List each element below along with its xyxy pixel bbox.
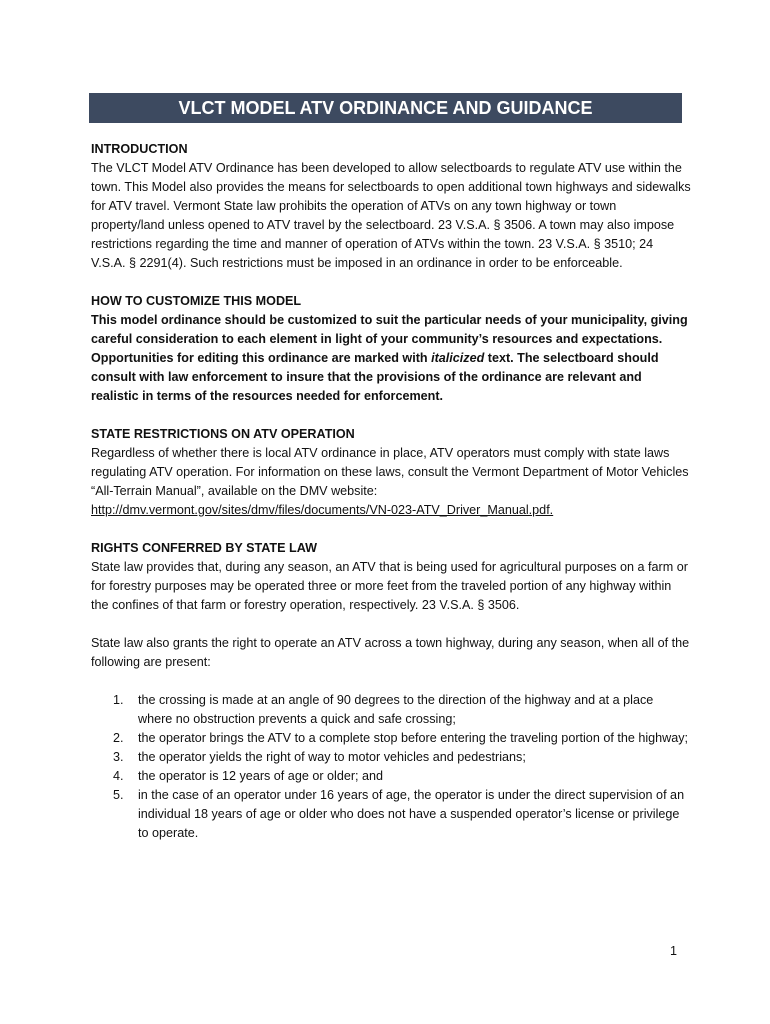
customize-text-italic: italicized bbox=[431, 351, 485, 365]
crossing-conditions-list bbox=[91, 691, 691, 843]
rights-paragraph: State law provides that, during any season, an ATV that is being used for agricultural purposes on a farm or for forestry purposes may be operated three or more feet from the traveled portion of any highway within the confines of that farm or forestry operation, respectively. 23 V.S.A. § 3506. bbox=[91, 560, 688, 612]
state-restrictions-heading: STATE RESTRICTIONS ON ATV OPERATION bbox=[91, 427, 355, 441]
list-item bbox=[113, 729, 691, 748]
list-item bbox=[113, 767, 691, 786]
dmv-manual-link[interactable]: http://dmv.vermont.gov/sites/dmv/files/documents/VN-023-ATV_Driver_Manual.pdf. bbox=[91, 503, 554, 517]
section-rights-crossing bbox=[91, 634, 691, 672]
list-item-text: the crossing is made at an angle of 90 degrees to the direction of the highway and at a place where no obstruction prevents a quick and safe crossing; bbox=[138, 693, 654, 726]
customize-text-before: This model ordinance should be customized to suit the particular needs of your municipality, giving careful consideration to each element in light of your community’s resources and expectations. Opportunities for editing this ordinance are marked with bbox=[91, 313, 688, 365]
customize-heading: HOW TO CUSTOMIZE THIS MODEL bbox=[91, 294, 302, 308]
document-title: VLCT MODEL ATV ORDINANCE AND GUIDANCE bbox=[178, 97, 593, 118]
page-number: 1 bbox=[670, 944, 678, 958]
list-item-number: 5. bbox=[113, 788, 124, 802]
list-item-number: 1. bbox=[113, 693, 124, 707]
title-banner bbox=[89, 93, 682, 123]
state-restrictions-text: Regardless of whether there is local ATV ordinance in place, ATV operators must comply with state laws regulating ATV operation. For information on these laws, consult the Vermont Department of Motor Vehicles “All-Terrain Manual”, available on the DMV website: bbox=[91, 446, 689, 498]
state-restrictions-paragraph bbox=[91, 444, 691, 520]
list-item-number: 4. bbox=[113, 769, 124, 783]
introduction-heading: INTRODUCTION bbox=[91, 142, 188, 156]
rights-crossing-paragraph: State law also grants the right to operate an ATV across a town highway, during any season, when all of the following are present: bbox=[91, 636, 690, 669]
section-state-restrictions bbox=[91, 425, 691, 520]
document-body bbox=[91, 140, 691, 843]
section-rights bbox=[91, 539, 691, 615]
customize-paragraph bbox=[91, 311, 691, 406]
list-item-text: the operator yields the right of way to motor vehicles and pedestrians; bbox=[138, 750, 526, 764]
section-introduction bbox=[91, 140, 691, 273]
introduction-paragraph: The VLCT Model ATV Ordinance has been developed to allow selectboards to regulate ATV use within the town. This Model also provides the means for selectboards to open additional town highways and sidewalks for ATV travel. Vermont State law prohibits the operation of ATVs on any town highway or town property/land unless opened to ATV travel by the selectboard. 23 V.S.A. § 3506. A town may also impose restrictions regarding the time and manner of operation of ATVs within the town. 23 V.S.A. § 3510; 24 V.S.A. § 2291(4). Such restrictions must be imposed in an ordinance in order to be enforceable. bbox=[91, 161, 691, 270]
list-item-text: the operator is 12 years of age or older; and bbox=[138, 769, 384, 783]
customize-text-after: text. The selectboard should consult with law enforcement to insure that the provisions of the ordinance are relevant and realistic in terms of the resources needed for enforcement. bbox=[91, 351, 659, 403]
list-item bbox=[113, 748, 691, 767]
list-item-text: in the case of an operator under 16 years of age, the operator is under the direct supervision of an individual 18 years of age or older who does not have a suspended operator’s license or privilege to operate. bbox=[138, 788, 685, 840]
list-item-text: the operator brings the ATV to a complete stop before entering the traveling portion of the highway; bbox=[138, 731, 689, 745]
section-customize bbox=[91, 292, 691, 406]
rights-heading: RIGHTS CONFERRED BY STATE LAW bbox=[91, 541, 317, 555]
list-item-number: 3. bbox=[113, 750, 124, 764]
list-item-number: 2. bbox=[113, 731, 124, 745]
list-item bbox=[113, 691, 691, 729]
list-item bbox=[113, 786, 691, 843]
